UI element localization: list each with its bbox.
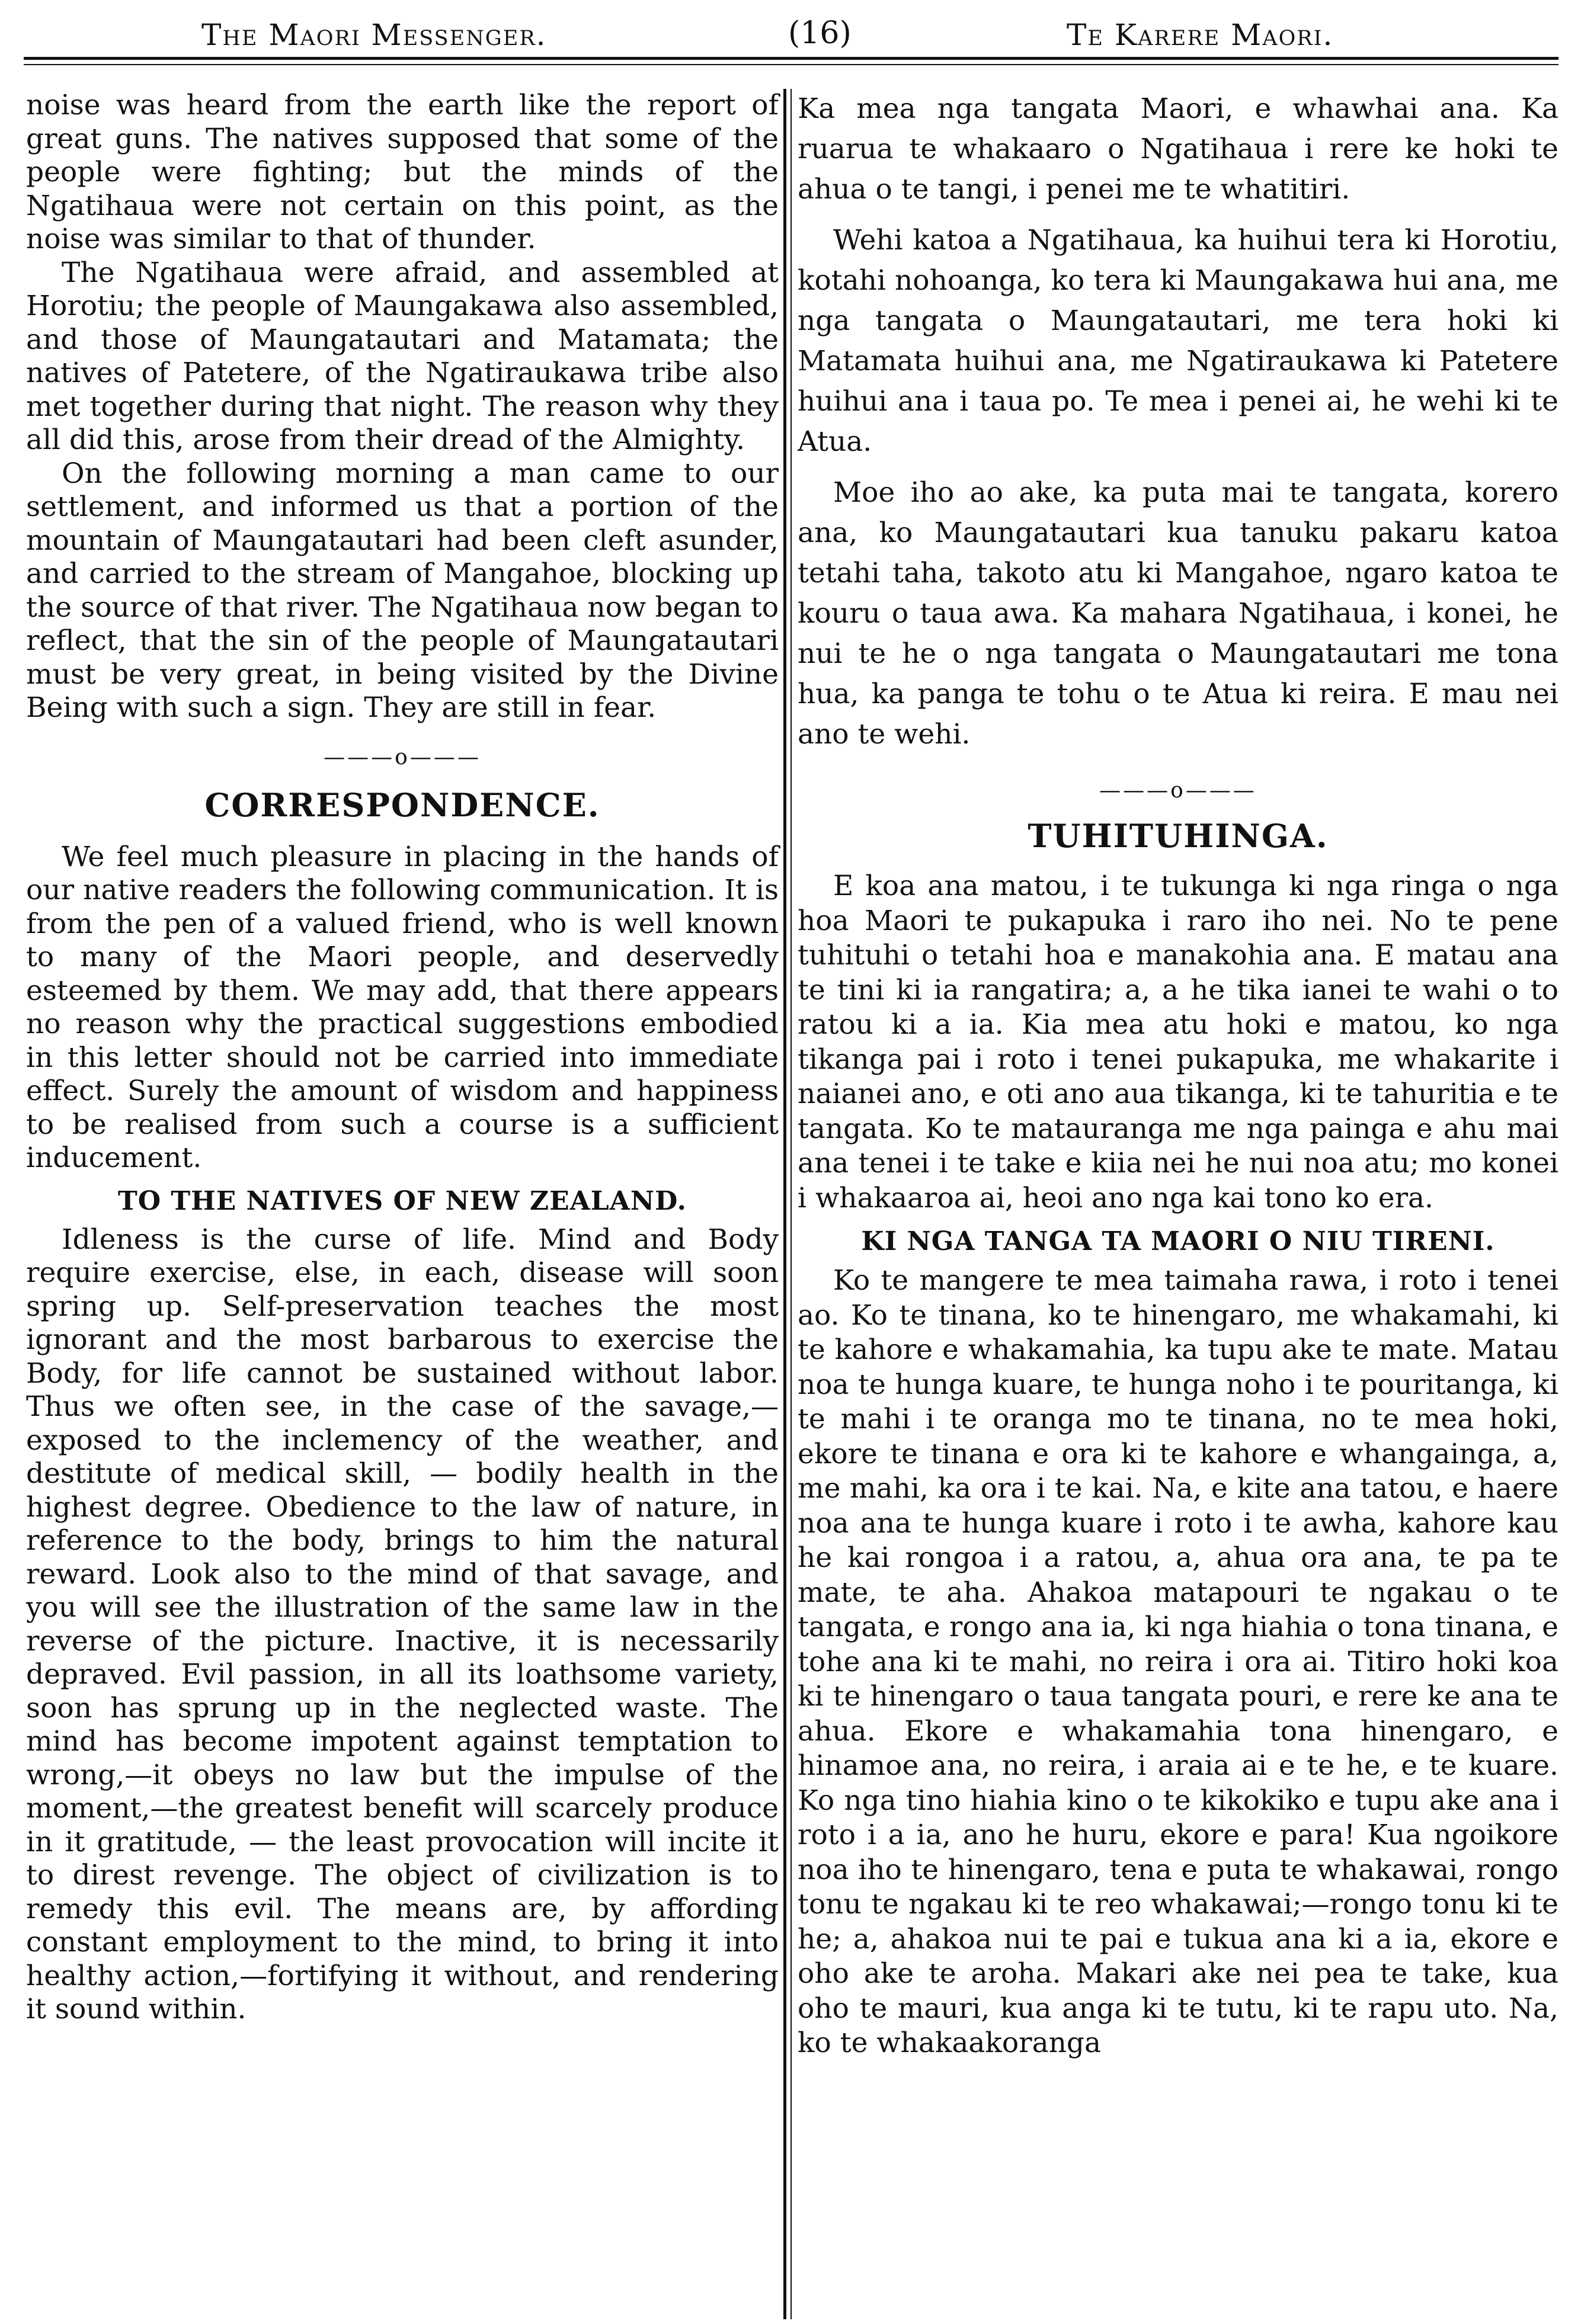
tuhituhinga-heading: TUHITUHINGA. xyxy=(1028,817,1329,855)
header-rule-thin xyxy=(24,64,1558,65)
spacer xyxy=(798,803,1558,817)
correspondence-heading: CORRESPONDENCE. xyxy=(204,786,600,824)
spacer xyxy=(798,1216,1558,1226)
maori-column xyxy=(798,89,1558,2061)
maori-paragraph-1: Ka mea nga tangata Maori, e whawhai ana. Ka ruarua te whakaaro o Ngatihaua i rere ke hoki te ahua o te tangi, i penei me te whatitiri. xyxy=(798,92,1558,206)
column-divider-thin xyxy=(791,89,792,2319)
letter-heading: TO THE NATIVES OF NEW ZEALAND. xyxy=(118,1185,687,1216)
spacer xyxy=(26,1216,779,1223)
header-rule-thick xyxy=(24,57,1558,60)
spacer xyxy=(26,1175,779,1186)
spacer xyxy=(26,770,779,786)
editorial-intro: We feel much pleasure in placing in the hands of our native readers the following communication. It is from the pen of a valued friend, who is well known to many of the Maori people, and deservedly esteemed by them. We may add, that there appears no reason why the practical suggestions embodied in this letter should not be carried into immediate effect. Surely the amount of wisdom and happiness to be realised from such a course is a sufficient inducement. xyxy=(26,840,779,1174)
maori-letter-heading: KI NGA TANGA TA MAORI O NIU TIRENI. xyxy=(861,1226,1495,1256)
maori-masthead: Te Karere Maori. xyxy=(1067,18,1334,52)
spacer xyxy=(798,755,1558,778)
spacer xyxy=(798,210,1558,220)
maori-letter-body: Ko te mangere te mea taimaha rawa, i roto i tenei ao. Ko te tinana, ko te hinengaro, me whakamahi, ki te kahore e whakamahia, ka tupu ake te mate. Matau noa te hunga kuare, te hunga noho i te pouritanga, ki te mahi i te oranga mo te tinana, no te mea hoki, ekore te tinana e ora ki te kahore e whangainga, a, me mahi, ka ora i te kai. Na, e kite ana tatou, e haere noa ana te hunga kuare i roto i te awha, kahore kau he kai rongoa i a ratou, a, ahua ora ana, te pa te mate, te aha. Ahakoa matapouri te ngakau o te tangata, e rongo ana ia, ki nga hiahia o tona tinana, e tohe ana ki te mahi, no reira i ora ai. Titiro hoki koa ki te hinengaro o taua tangata pouri, e rere ke ana te ahua. Ekore e whakamahia tona hinengaro, e hinamoe ana, no reira, i araia ai e te he, e te kuare. Ko nga tino hiahia kino o te kikokiko e tupu ake ana i roto i a ia, ano he huru, ekore e para! Kua ngoikore noa iho te hinengaro, tena e puta te whakawai, rongo tonu te ngakau ki te reo whakawai;—rongo tonu ki te he; a, ahakoa nui te pai e tukua ana ki a ia, ekore e oho ake te aroha. Makari ake nei pea te take, kua oho te mauri, kua anga ki te tutu, ki te rapu uto. Na, ko te whakaakoranga xyxy=(798,1264,1558,2059)
maori-paragraph-2: Wehi katoa a Ngatihaua, ka huihui tera ki Horotiu, kotahi nohoanga, ko tera ki Maungakawa hui ana, me nga tangata o Maungatautari, me tera hoki ki Matamata huihui ana, me Ngatiraukawa ki Patetere huihui ana i taua po. Te mea i penei ai, he wehi ki te Atua. xyxy=(798,224,1558,458)
spacer xyxy=(26,725,779,745)
english-paragraph-3: On the following morning a man came to our settlement, and informed us that a portion of the mountain of Maungatautari had been cleft asunder, and carried to the stream of Mangahoe, blocking up the source of that river. The Ngatihaua now began to reflect, that the sin of the people of Maungatautari must be very great, in being visited by the Divine Being with such a sign. They are still in fear. xyxy=(26,457,779,724)
spacer xyxy=(798,462,1558,473)
section-divider: ———o——— xyxy=(324,745,481,770)
running-head xyxy=(24,7,1558,60)
spacer xyxy=(26,824,779,841)
english-column xyxy=(26,89,779,2027)
english-paragraph-2: The Ngatihaua were afraid, and assembled at Horotiu; the people of Maungakawa also assembled, and those of Maungatautari and Matamata; the natives of Patetere, of the Ngatiraukawa tribe also met together during that night. The reason why they all did this, arose from their dread of the Almighty. xyxy=(26,256,779,456)
section-divider: ———o——— xyxy=(1099,778,1257,803)
maori-paragraph-3: Moe iho ao ake, ka puta mai te tangata, korero ana, ko Maungatautari kua tanuku pakaru katoa tetahi taha, takoto atu ki Mangahoe, ngaro katoa te kouru o taua awa. Ka mahara Ngatihaua, i konei, he nui te he o nga tangata o Maungatautari me tona hua, ka panga te tohu o te Atua ki reira. E mau nei ano te wehi. xyxy=(798,476,1558,751)
spacer xyxy=(798,1256,1558,1264)
column-divider xyxy=(783,89,786,2319)
letter-body: Idleness is the curse of life. Mind and Body require exercise, else, in each, disease will soon spring up. Self-preservation teaches the most ignorant and the most barbarous to exercise the Body, for life cannot be sustained without labor. Thus we often see, in the case of the savage,—exposed to the inclemency of the weather, and destitute of medical skill, — bodily health in the highest degree. Obedience to the law of nature, in reference to the body, brings to him the natural reward. Look also to the mind of that savage, and you will see the illustration of the same law in the reverse of the picture. Inactive, it is necessarily depraved. Evil passion, in all its loathsome variety, soon has sprung up in the neglected waste. The mind has become impotent against temptation to wrong,—it obeys no law but the impulse of the moment,—the greatest benefit will scarcely produce in it gratitude, — the least provocation will incite it to direst revenge. The object of civilization is to remedy this evil. The means are, by affording constant employment to the mind, to bring it into healthy action,—fortifying it without, and rendering it sound within. xyxy=(26,1223,779,2025)
english-paragraph-1: noise was heard from the earth like the report of great guns. The natives supposed that some of the people were fighting; but the minds of the Ngatihaua were not certain on this point, as the noise was similar to that of thunder. xyxy=(26,89,779,255)
page-number: (16) xyxy=(788,15,852,51)
english-masthead: The Maori Messenger. xyxy=(201,18,547,52)
spacer xyxy=(798,855,1558,869)
maori-editorial-intro: E koa ana matou, i te tukunga ki nga ringa o nga hoa Maori te pukapuka i raro iho nei. No te pene tuhituhi o tetahi hoa e manakohia ana. E matau ana te tini ki ia rangatira; a, a he tika ianei te wahi o to ratou ki a ia. Kia mea atu hoki e matou, ko nga tikanga pai i roto i tenei pukapuka, me whakarite i naianei ano, e oti ano aua tikanga, ki te tahuritia e te tangata. Ko te matauranga me nga painga e ahu mai ana tenei i te take e kiia nei he nui noa atu; mo konei i whakaaroa ai, heoi ano nga kai tono ko era. xyxy=(798,870,1558,1214)
